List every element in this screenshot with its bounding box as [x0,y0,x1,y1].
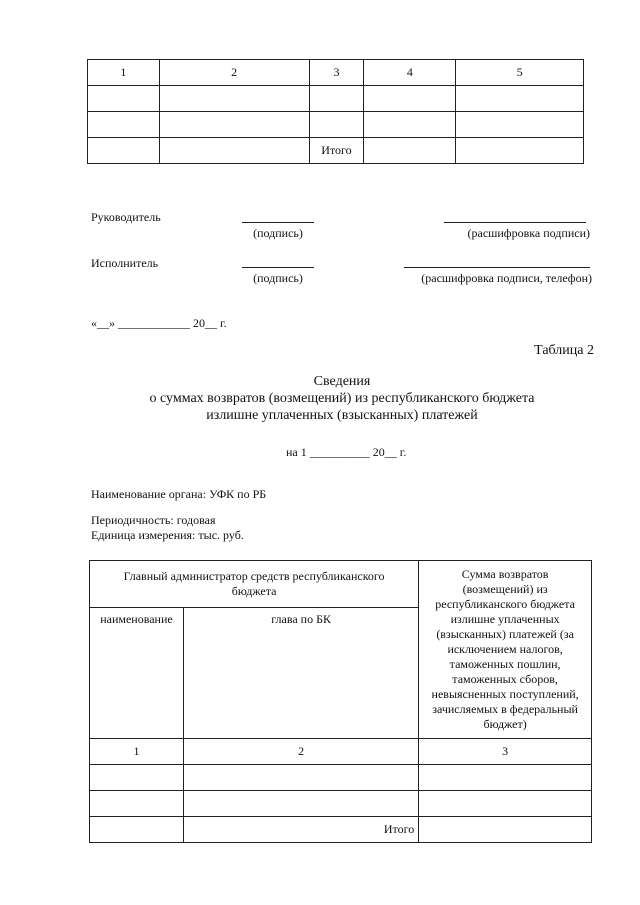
refunds-table [89,560,592,843]
table-header-row [88,60,584,86]
table-cell [90,791,184,817]
col-header-2: 2 [159,60,309,86]
col-header-1: 1 [88,60,160,86]
total-label: Итого [183,817,418,843]
admin-header: Главный администратор средств республиканского бюджета [90,561,419,608]
col-header-5: 5 [456,60,584,86]
table-cell [159,138,309,164]
page-title: Сведения [313,374,371,389]
table-cell [90,765,184,791]
table-total-row [88,138,584,164]
table-number-row [90,739,592,765]
date-line: «__» ____________ 20__ г. [91,316,227,330]
table-cell [88,112,160,138]
table-cell [183,791,418,817]
col-number-3: 3 [419,739,592,765]
table-cell [90,817,184,843]
sum-header: Сумма возвратов (возмещений) из республиканского бюджета излишне уплаченных (взысканных) платежей (за исключением налогов, таможенных пошлин, таможенных сборов, невыясненных поступлений, зачисляемых в федеральный бюджет) [419,561,592,739]
table-total-row [90,817,592,843]
table-cell [364,138,456,164]
table-number-label: Таблица 2 [534,343,594,358]
col-name-header: наименование [90,608,184,739]
periodicity: Периодичность: годовая [91,513,216,527]
col-chapter-header: глава по БК [183,608,418,739]
executor-signature-line [242,267,314,268]
table-cell [88,138,160,164]
table-cell [419,817,592,843]
unit-of-measure: Единица измерения: тыс. руб. [91,528,244,542]
table-cell [456,86,584,112]
table-cell [309,112,364,138]
table-row [90,791,592,817]
executor-decode-caption: (расшифровка подписи, телефон) [421,271,592,285]
table-cell [364,86,456,112]
col-number-2: 2 [183,739,418,765]
total-label: Итого [309,138,364,164]
executor-label: Исполнитель [91,256,159,270]
col-header-3: 3 [309,60,364,86]
head-decode-caption: (расшифровка подписи) [467,226,590,240]
summary-table-top [87,59,584,164]
report-date-line: на 1 __________ 20__ г. [286,445,407,459]
table-cell [456,138,584,164]
table-cell [419,765,592,791]
table-cell [88,86,160,112]
table-cell [159,86,309,112]
head-label: Руководитель [91,210,161,224]
page-subtitle-1: о суммах возвратов (возмещений) из республиканского бюджета [149,391,535,406]
executor-signature-caption: (подпись) [253,271,303,285]
col-header-4: 4 [364,60,456,86]
organ-name: Наименование органа: УФК по РБ [91,487,267,501]
table-cell [183,765,418,791]
executor-decode-line [404,267,590,268]
table-row [88,86,584,112]
table-cell [364,112,456,138]
head-decode-line [444,222,586,223]
head-signature-line [242,222,314,223]
table-cell [419,791,592,817]
table-cell [309,86,364,112]
page-subtitle-2: излишне уплаченных (взысканных) платежей [206,408,478,423]
table-cell [456,112,584,138]
table-cell [159,112,309,138]
head-signature-caption: (подпись) [253,226,303,240]
table-header-row [90,561,592,608]
table-row [90,765,592,791]
col-number-1: 1 [90,739,184,765]
table-row [88,112,584,138]
